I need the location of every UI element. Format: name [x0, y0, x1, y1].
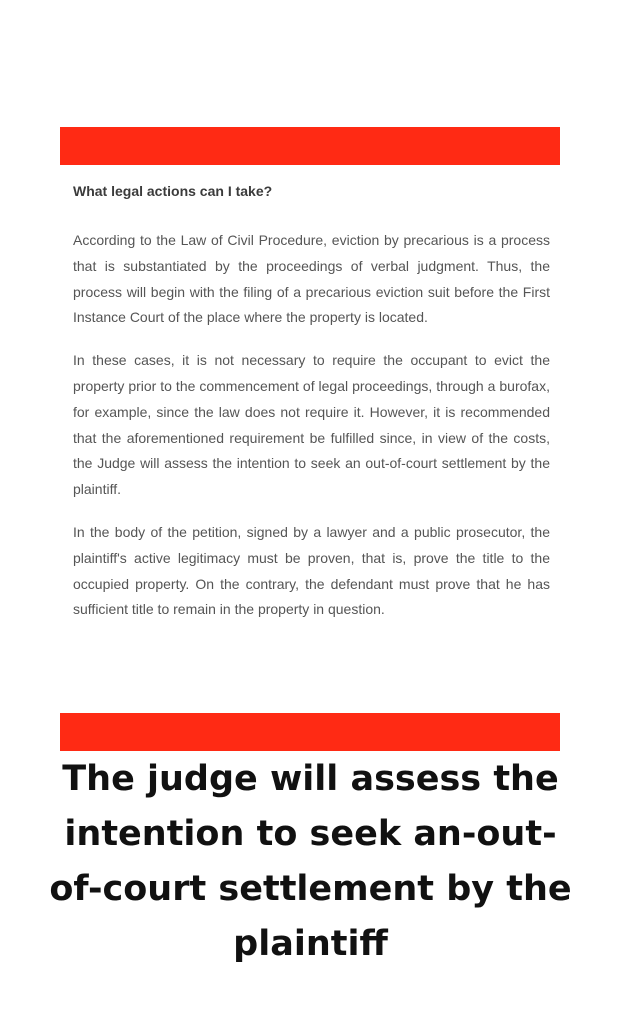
article-heading: What legal actions can I take? [73, 183, 273, 199]
top-red-bar [60, 127, 560, 165]
caption-text: The judge will assess the intention to seek an-out-of-court settlement by the plaintiff [49, 759, 572, 964]
article-paragraph-3: In the body of the petition, signed by a lawyer and a public prosecutor, the plaintiff's active legitimacy must be proven, that is, prove the title to the occupied property. On the contrary, the defendant must prove that he has sufficient title to remain in the property in question. [73, 523, 550, 618]
article-paragraph-1: According to the Law of Civil Procedure, eviction by precarious is a process that is substantiated by the proceedings of verbal judgment. Thus, the process will begin with the filing of a precarious eviction suit before the First Instance Court of the place where the property is located. [73, 232, 550, 326]
article-block [73, 180, 550, 640]
middle-red-bar [60, 713, 560, 751]
article-paragraph-2: In these cases, it is not necessary to require the occupant to evict the property prior to the commencement of legal proceedings, through a burofax, for example, since the law does not require it. However, it is recommended that the aforementioned requirement be fulfilled since, in view of the costs, the Judge will assess the intention to seek an out-of-court settlement by the plaintiff. [73, 352, 550, 498]
